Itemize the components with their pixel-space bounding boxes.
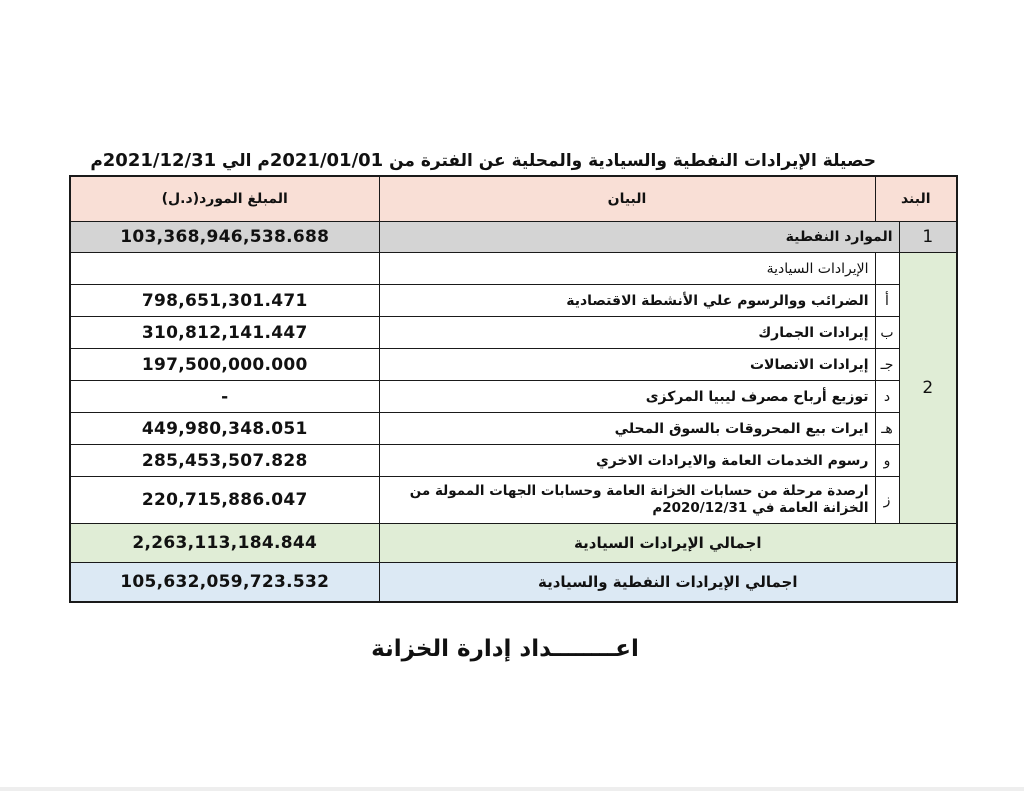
table-row xyxy=(70,349,957,381)
row-letter: د xyxy=(875,381,899,413)
row-amount: 310,812,141.447 xyxy=(70,317,379,349)
row-label: رسوم الخدمات العامة والايرادات الاخري xyxy=(379,445,875,477)
row-label: الضرائب ووالرسوم علي الأنشطة الاقتصادية xyxy=(379,285,875,317)
table-row xyxy=(70,317,957,349)
oil-row xyxy=(70,222,957,253)
row-letter: جـ xyxy=(875,349,899,381)
sovereign-section-amount xyxy=(70,253,379,285)
oil-number: 1 xyxy=(899,222,957,253)
row-amount: 285,453,507.828 xyxy=(70,445,379,477)
row-label: إيرادات الجمارك xyxy=(379,317,875,349)
table-row xyxy=(70,477,957,524)
bottom-divider xyxy=(0,787,1024,791)
row-letter: ب xyxy=(875,317,899,349)
row-letter: و xyxy=(875,445,899,477)
grand-total-amount: 105,632,059,723.532 xyxy=(70,563,379,603)
row-label: ارصدة مرحلة من حسابات الخزانة العامة وحسابات الجهات الممولة من الخزانة العامة في 2020/12/31م xyxy=(379,477,875,524)
row-label: إيرادات الاتصالات xyxy=(379,349,875,381)
header-description: البيان xyxy=(379,176,875,222)
row-letter: ز xyxy=(875,477,899,524)
sovereign-total-label: اجمالي الإيرادات السيادية xyxy=(379,524,957,563)
header-amount: المبلغ المورد(د.ل) xyxy=(70,176,379,222)
sovereign-total-amount: 2,263,113,184.844 xyxy=(70,524,379,563)
sovereign-number: 2 xyxy=(899,253,957,524)
table-row xyxy=(70,285,957,317)
date-to: 2021/12/31 xyxy=(102,150,217,171)
header-item: البند xyxy=(875,176,957,222)
table-row xyxy=(70,445,957,477)
row-letter: هـ xyxy=(875,413,899,445)
report-title: حصيلة الإيرادات النفطية والسيادية والمحلية عن الفترة من 2021/01/01م الي 2021/12/31م xyxy=(90,150,876,171)
prepared-by-footer: اعــــــــداد إدارة الخزانة xyxy=(371,636,639,662)
row-amount: - xyxy=(70,381,379,413)
table-row xyxy=(70,381,957,413)
table-header-row xyxy=(70,176,957,222)
oil-label: الموارد النفطية xyxy=(379,222,899,253)
revenue-table xyxy=(69,175,958,603)
grand-total-row xyxy=(70,563,957,603)
row-letter: أ xyxy=(875,285,899,317)
grand-total-label: اجمالي الإيرادات النفطية والسيادية xyxy=(379,563,957,603)
row-amount: 449,980,348.051 xyxy=(70,413,379,445)
sovereign-section-row xyxy=(70,253,957,285)
table-row xyxy=(70,413,957,445)
row-amount: 197,500,000.000 xyxy=(70,349,379,381)
sovereign-section-label: الإيرادات السيادية xyxy=(379,253,875,285)
date-from: 2021/01/01 xyxy=(269,150,384,171)
row-label: ايرات بيع المحروقات بالسوق المحلي xyxy=(379,413,875,445)
row-amount: 220,715,886.047 xyxy=(70,477,379,524)
row-label: توزيع أرباح مصرف ليبيا المركزى xyxy=(379,381,875,413)
oil-amount: 103,368,946,538.688 xyxy=(70,222,379,253)
row-amount: 798,651,301.471 xyxy=(70,285,379,317)
sovereign-total-row xyxy=(70,524,957,563)
